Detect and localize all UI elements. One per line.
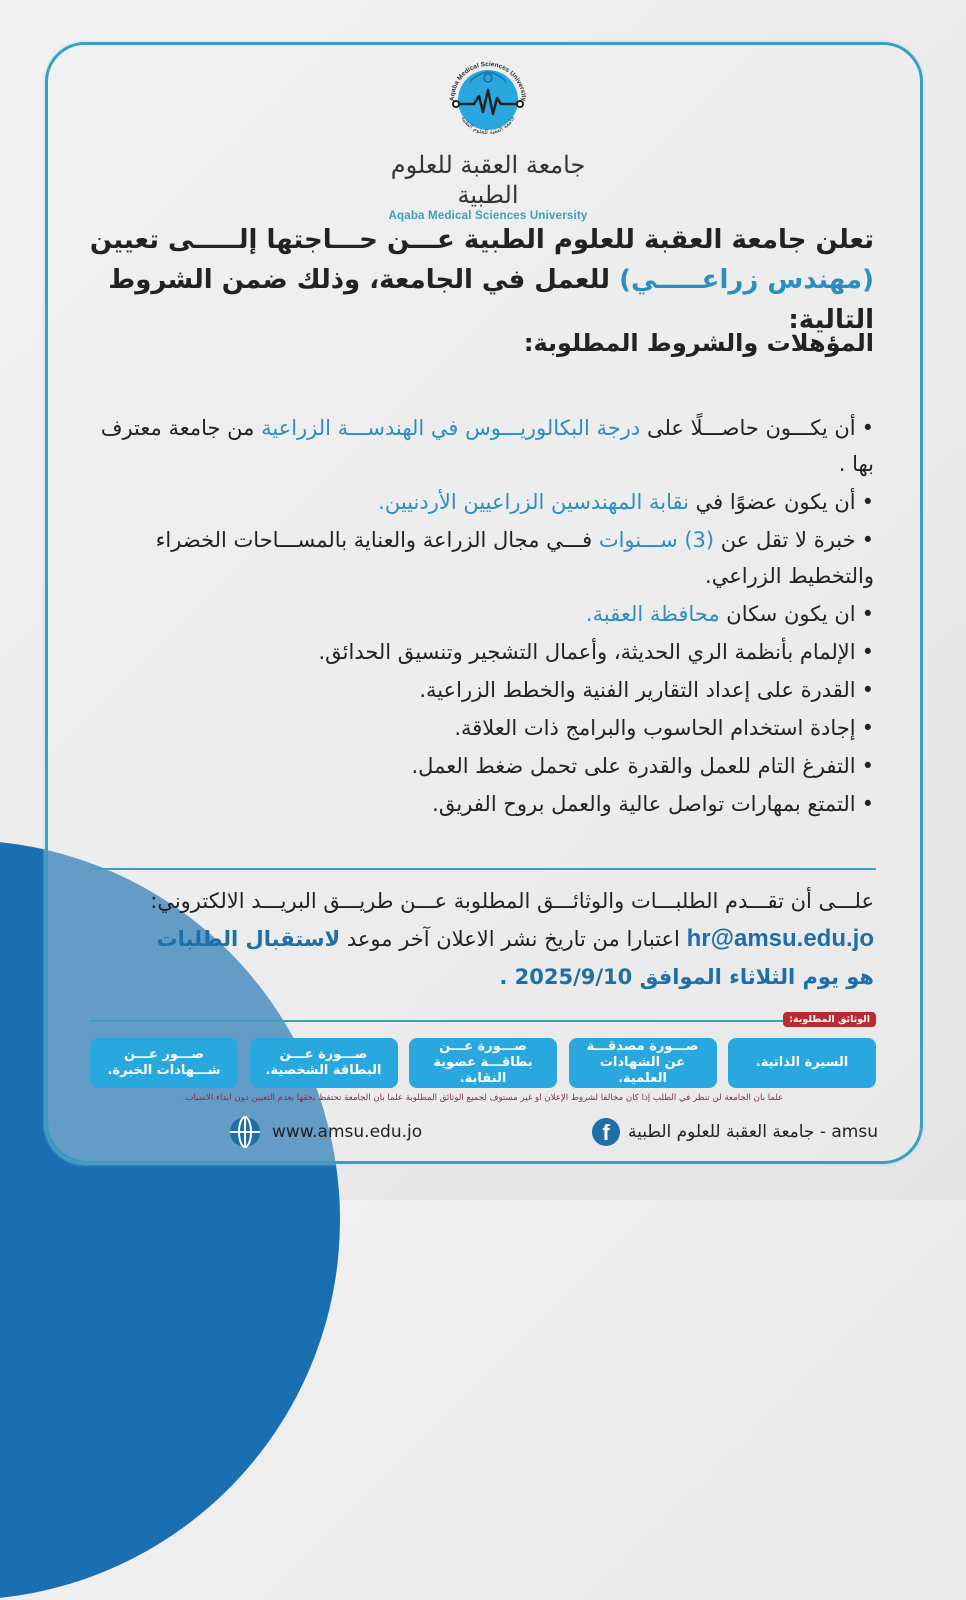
requirement-item — [84, 786, 874, 822]
requirement-text: التمتع بمهارات تواصل عالية والعمل بروح الفريق. — [432, 792, 856, 816]
requirement-text: أن يكون عضوًا في — [688, 490, 856, 514]
logo-ring-text-en: Aqaba Medical Sciences University — [448, 60, 528, 102]
apply-line-2 — [84, 920, 874, 958]
university-logo — [383, 52, 593, 222]
bullet-icon: • — [861, 754, 874, 778]
requirement-item — [84, 710, 874, 746]
bullet-icon: • — [861, 678, 874, 702]
bullet-icon: • — [861, 490, 874, 514]
email-link[interactable]: hr@amsu.edu.jo — [686, 925, 874, 952]
website-url: www.amsu.edu.jo — [272, 1122, 423, 1142]
requirement-highlight: محافظة العقبة. — [585, 602, 720, 626]
requirements-heading: المؤهلات والشروط المطلوبة: — [523, 329, 874, 357]
job-title: (مهندس زراعـــــي) — [619, 265, 874, 295]
requirement-item — [84, 748, 874, 784]
disclaimer-note: علماً بأن الجامعة لن تنظر في الطلب إذا كان مخالفاً لشروط الإعلان أو غير مستوف لجميع الوثائق المطلوبة علماً بأن الجامعة تحتفظ بحقها بعدم التعيين دون ابداء الاسباب. — [182, 1093, 784, 1103]
requirement-text: التفرغ التام للعمل والقدرة على تحمل ضغط العمل. — [411, 754, 856, 778]
apply-line-2-highlight: لاستقبال الطلبات — [156, 927, 341, 951]
document-id-card: صـــورة عـــن البطاقة الشخصية. — [250, 1038, 398, 1088]
requirement-item — [84, 634, 874, 670]
apply-line-1: علـــى أن تقـــدم الطلبـــات والوثائـــق المطلوبة عـــن طريـــق البريـــد الالكتروني: — [150, 889, 874, 913]
requirement-highlight: نقابة المهندسين الزراعيين الأردنيين. — [378, 490, 689, 514]
requirement-highlight: درجة البكالوريـــوس في الهندســـة الزراعية — [261, 416, 641, 440]
bullet-icon: • — [861, 416, 874, 440]
bullet-icon: • — [861, 640, 874, 664]
website-link[interactable] — [228, 1114, 422, 1150]
heartbeat-emblem-icon — [440, 52, 536, 148]
document-experience: صـــور عـــن شـــهادات الخبرة. — [90, 1038, 238, 1088]
requirement-text: من جامعة معترف بها . — [100, 416, 874, 476]
requirement-item — [84, 410, 874, 482]
requirement-item — [84, 484, 874, 520]
application-instructions — [84, 882, 874, 996]
facebook-icon: f — [592, 1118, 620, 1146]
globe-icon — [228, 1115, 262, 1149]
document-syndicate-card: صـــورة عـــن بطاقـــة عضوية النقابة. — [409, 1038, 557, 1088]
requirement-item — [84, 672, 874, 708]
requirement-text: ان يكون سكان — [719, 602, 856, 626]
requirement-text: الإلمام بأنظمة الري الحديثة، وأعمال التشجير وتنسيق الحدائق. — [318, 640, 856, 664]
logo-english-name: Aqaba Medical Sciences University — [388, 210, 588, 222]
facebook-link[interactable] — [592, 1114, 878, 1150]
announcement-headline — [84, 220, 874, 340]
logo-arabic-name: جامعة العقبة للعلوم الطبية — [390, 151, 586, 209]
document-certificates: صـــورة مصدقـــة عن الشهادات العلمية. — [569, 1038, 717, 1088]
required-documents-list — [90, 1038, 876, 1090]
section-divider — [90, 868, 876, 870]
required-documents-badge: الوثائق المطلوبة: — [783, 1012, 876, 1027]
requirement-text: فـــي مجال الزراعة والعناية بالمســـاحات الخضراء والتخطيط الزراعي. — [155, 528, 874, 588]
requirement-item — [84, 522, 874, 594]
bullet-icon: • — [861, 602, 874, 626]
footer — [228, 1114, 878, 1150]
requirement-text: أن يكـــون حاصـــلًا على — [640, 416, 856, 440]
bullet-icon: • — [861, 716, 874, 740]
apply-line-2-mid: اعتبارا من تاريخ نشر الاعلان آخر موعد — [346, 927, 680, 951]
document-cv: السيرة الذاتية. — [728, 1038, 876, 1088]
requirement-highlight: (3) ســـنوات — [598, 528, 715, 552]
documents-divider — [90, 1020, 790, 1022]
bullet-icon: • — [861, 792, 874, 816]
logo-emblem — [440, 52, 536, 148]
requirement-text: القدرة على إعداد التقارير الفنية والخطط الزراعية. — [419, 678, 856, 702]
requirements-list — [84, 410, 874, 824]
headline-line-2-rest: للعمل في الجامعة، وذلك ضمن الشروط التالية: — [108, 265, 874, 335]
logo-ring-text-ar: جامعة العقبة للعلوم الطبية — [459, 115, 517, 137]
requirement-text: خبرة لا تقل عن — [714, 528, 856, 552]
headline-line-1: تعلن جامعة العقبة للعلوم الطبية عـــن حـــاجتها إلـــــى تعيين — [89, 225, 874, 255]
requirement-item — [84, 596, 874, 632]
deadline-text: هو يوم الثلاثاء الموافق 2025/9/10 . — [499, 965, 874, 989]
bullet-icon: • — [861, 528, 874, 552]
facebook-label: amsu - جامعة العقبة للعلوم الطبية — [628, 1122, 878, 1142]
requirement-text: إجادة استخدام الحاسوب والبرامج ذات العلاقة. — [454, 716, 856, 740]
